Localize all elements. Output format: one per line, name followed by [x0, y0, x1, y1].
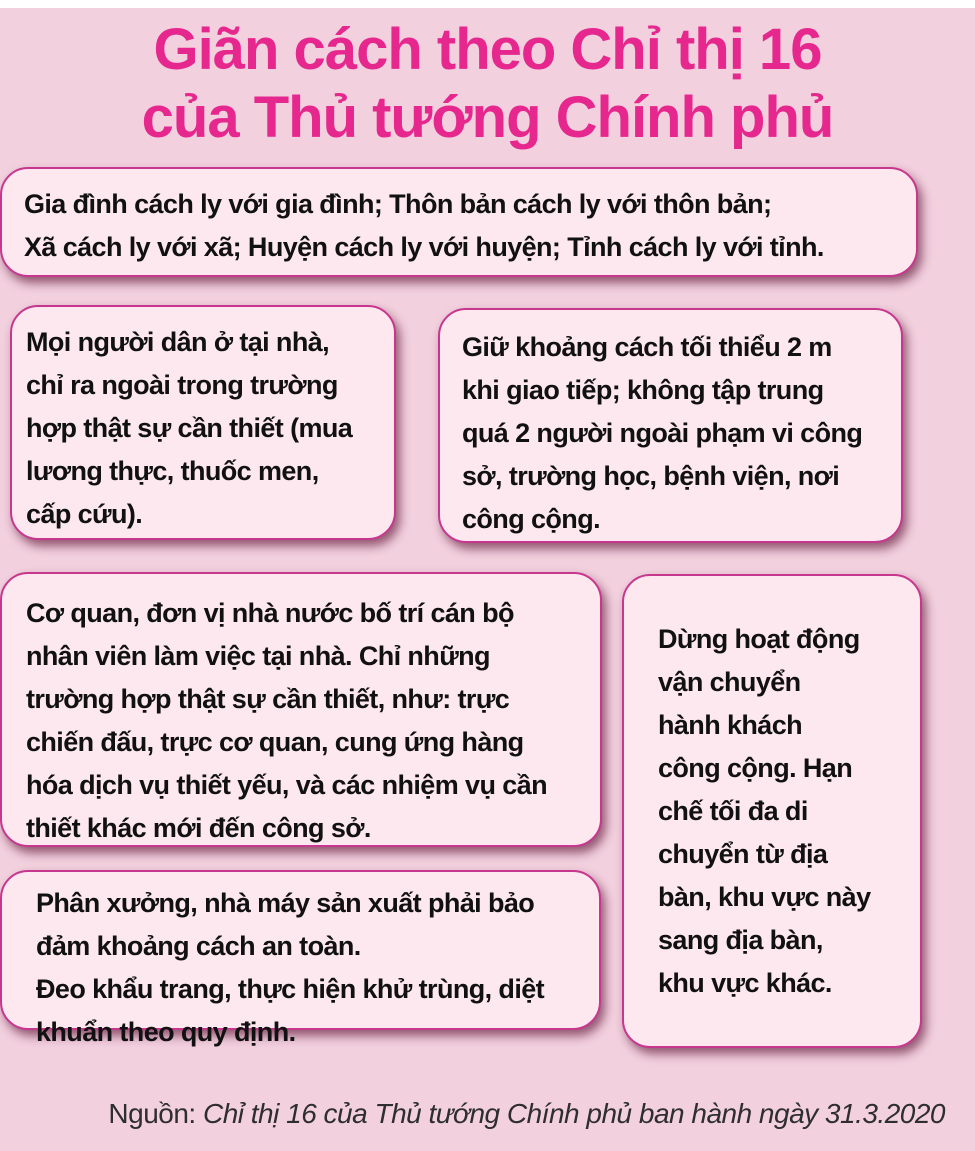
card-stay-home — [10, 305, 396, 540]
card-transport-text: Dừng hoạt động vận chuyển hành khách công cộng. Hạn chế tối đa di chuyển từ địa bàn, khu vực này sang địa bàn, khu vực khác. — [658, 624, 871, 998]
card-stay-home-text: Mọi người dân ở tại nhà, chỉ ra ngoài trong trường hợp thật sự cần thiết (mua lương thực, thuốc men, cấp cứu). — [26, 327, 353, 529]
card-distance-text: Giữ khoảng cách tối thiểu 2 m khi giao tiếp; không tập trung quá 2 người ngoài phạm vi công sở, trường học, bệnh viện, nơi công cộng. — [462, 332, 863, 534]
card-isolation-levels — [0, 167, 918, 277]
page-title — [0, 16, 975, 152]
source-label: Nguồn: — [108, 1098, 203, 1129]
top-white-strip — [0, 0, 975, 8]
title-line-2: của Thủ tướng Chính phủ — [141, 85, 834, 150]
card-factories-text: Phân xưởng, nhà máy sản xuất phải bảo đảm khoảng cách an toàn. Đeo khẩu trang, thực hiện khử trùng, diệt khuẩn theo quy định. — [36, 888, 545, 1047]
source-text: Chỉ thị 16 của Thủ tướng Chính phủ ban hành ngày 31.3.2020 — [202, 1098, 945, 1129]
card-agencies-text: Cơ quan, đơn vị nhà nước bố trí cán bộ nhân viên làm việc tại nhà. Chỉ những trường hợp thật sự cần thiết, như: trực chiến đấu, trực cơ quan, cung ứng hàng hóa dịch vụ thiết yếu, và các nhiệm vụ cần thiết khác mới đến công sở. — [26, 598, 547, 843]
card-factories — [0, 870, 601, 1047]
card-distance — [438, 308, 903, 543]
card-isolation-levels-text: Gia đình cách ly với gia đình; Thôn bản cách ly với thôn bản; Xã cách ly với xã; Huyện cách ly với huyện; Tỉnh cách ly với tỉnh. — [24, 189, 824, 262]
title-line-1: Giãn cách theo Chỉ thị 16 — [153, 17, 822, 82]
card-stop-public-transport — [622, 574, 922, 1048]
source-note — [60, 1094, 945, 1134]
card-agencies-work-from-home — [0, 572, 602, 847]
